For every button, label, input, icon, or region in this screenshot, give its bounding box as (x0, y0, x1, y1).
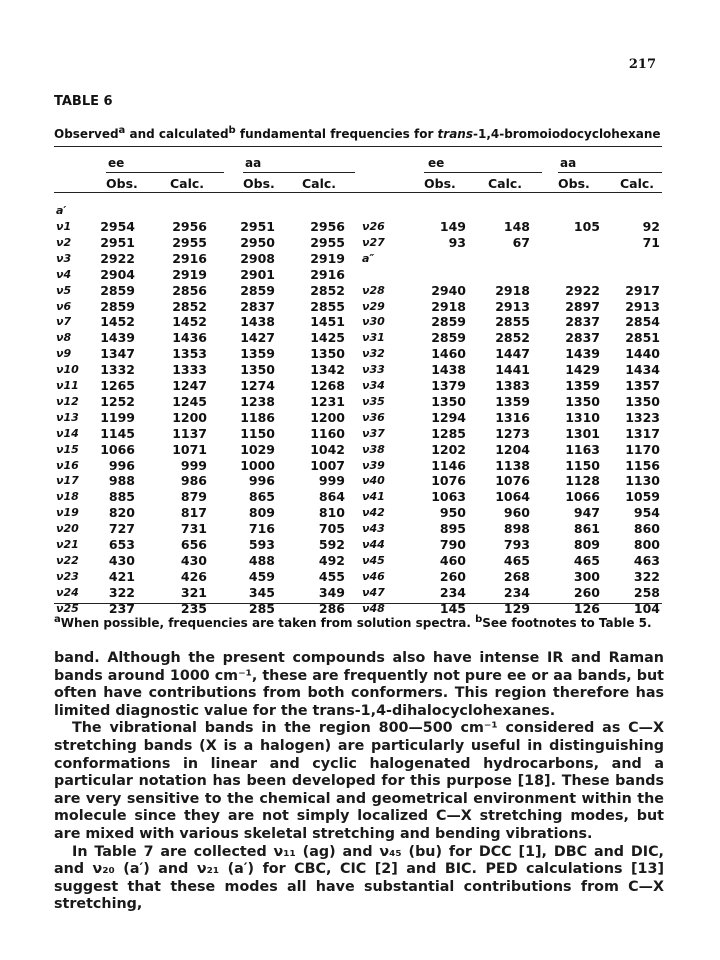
symmetry-label: ν42 (362, 506, 385, 520)
table-cell: 93 (448, 234, 466, 250)
table-cell: 105 (573, 219, 600, 234)
table-top-rule (54, 146, 662, 147)
symmetry-label: ν35 (362, 394, 385, 408)
table-cell: 727 (108, 521, 135, 537)
table-cell: 1138 (495, 457, 530, 473)
table-cell: 895 (439, 521, 466, 537)
footnote-a-mark: a (54, 614, 61, 625)
symmetry-label: ν28 (362, 283, 385, 297)
table-cell: 1452 (172, 314, 207, 330)
body-text (54, 650, 664, 914)
table-cell: 1359 (240, 346, 275, 362)
group-header-aa-right: aa (560, 156, 577, 170)
table-cell: 1063 (431, 489, 466, 505)
table-cell: 1427 (240, 330, 275, 346)
col-header-calc-7: Calc. (620, 176, 655, 191)
caption-mid: and calculated (125, 127, 229, 141)
symmetry-label: ν13 (56, 410, 79, 424)
symmetry-label: ν26 (362, 220, 385, 233)
table-cell: 1145 (100, 425, 135, 441)
symmetry-label: ν25 (56, 601, 79, 615)
subrule-ee-right (424, 172, 542, 173)
table-cell: 1000 (240, 457, 275, 473)
table-cell: 2852 (172, 298, 207, 314)
table-cell: 234 (439, 584, 466, 600)
table-cell: 996 (248, 473, 275, 489)
table-cell: 999 (318, 473, 345, 489)
table-cell: 1434 (625, 362, 660, 378)
table-cell: 1150 (240, 425, 275, 441)
table-cell: 2859 (100, 298, 135, 314)
table-cell: 592 (318, 537, 345, 552)
table-cell: 1202 (431, 441, 466, 457)
table-cell: 988 (108, 473, 135, 489)
symmetry-label: ν24 (56, 585, 79, 599)
table-cell: 2901 (240, 266, 275, 282)
table-cell: 2955 (172, 234, 207, 250)
table-cell: 258 (633, 584, 660, 600)
table-cell: 285 (248, 600, 275, 616)
table-cell: 1066 (565, 489, 600, 505)
table-cell: 2919 (172, 266, 207, 282)
table-cell: 321 (180, 584, 207, 600)
table-cell: 2916 (172, 250, 207, 266)
table-cell: 2837 (240, 298, 275, 314)
table-cell: 2918 (431, 298, 466, 314)
caption-compound: -1,4-bromoiodocyclohexane (472, 127, 661, 141)
body-paragraph-3: In Table 7 are collected ν₁₁ (ag) and ν₄₅ (bu) for DCC [1], DBC and DIC, and ν₂₀ (a′) and ν₂₁ (a′) for CBC, CIC [2] and BIC. PED calculations [13] suggest that these modes all have substantial contributions from C—X stretching, (54, 843, 664, 913)
symmetry-label: ν1 (56, 220, 72, 233)
table-cell: 1441 (495, 362, 530, 378)
table-cell: 809 (573, 537, 600, 552)
species-a-double: a″ (362, 251, 375, 265)
table-cell: 349 (318, 584, 345, 600)
table-cell: 1076 (495, 473, 530, 489)
table-cell: 2940 (431, 282, 466, 298)
symmetry-label: ν48 (362, 601, 385, 615)
table-cell: 898 (503, 521, 530, 537)
symmetry-label: ν31 (362, 331, 385, 345)
table-cell: 1252 (100, 393, 135, 409)
table-cell: 2954 (100, 219, 135, 234)
table-cell: 71 (642, 234, 660, 250)
table-cell: 260 (573, 584, 600, 600)
table-cell: 2856 (172, 282, 207, 298)
table-cell: 322 (633, 568, 660, 584)
symmetry-label: ν37 (362, 426, 385, 440)
table-cell: 2956 (310, 219, 345, 234)
table-cell: 1186 (240, 409, 275, 425)
table-cell: 950 (439, 505, 466, 521)
table-cell: 1268 (310, 378, 345, 393)
table-cell: 2855 (310, 298, 345, 314)
table-cell: 1200 (310, 409, 345, 425)
table-cell: 865 (248, 489, 275, 505)
table-caption (54, 125, 674, 141)
table-cell: 879 (180, 489, 207, 505)
symmetry-label: ν30 (362, 315, 385, 329)
symmetry-label: ν3 (56, 251, 72, 265)
table-cell: 705 (318, 521, 345, 537)
table-cell: 1439 (100, 330, 135, 346)
table-cell: 235 (180, 600, 207, 616)
table-cell: 1170 (625, 441, 660, 457)
symmetry-label: ν22 (56, 553, 79, 567)
table-cell: 810 (318, 505, 345, 521)
table-cell: 2854 (625, 314, 660, 330)
table-cell: 1199 (100, 409, 135, 425)
table-cell: 986 (180, 473, 207, 489)
table-cell: 1440 (625, 346, 660, 362)
table-cell: 2913 (495, 298, 530, 314)
table-cell: 1007 (310, 457, 345, 473)
col-header-calc-3: Calc. (302, 176, 337, 191)
table-cell: 1137 (172, 425, 207, 441)
table-cell: 1347 (100, 346, 135, 362)
table-cell: 1460 (431, 346, 466, 362)
page-number: 217 (628, 57, 656, 72)
symmetry-label: ν17 (56, 474, 79, 488)
table-cell: 488 (248, 552, 275, 568)
table-cell: 790 (439, 537, 466, 552)
footnote-b-mark: b (475, 614, 483, 625)
group-header-aa-left: aa (245, 156, 262, 170)
caption-sup-b: b (228, 125, 236, 136)
table-cell: 129 (503, 600, 530, 616)
symmetry-label: ν46 (362, 569, 385, 583)
table-cell: 234 (503, 584, 530, 600)
table-cell: 492 (318, 552, 345, 568)
table-cell: 463 (633, 552, 660, 568)
table-cell: 1076 (431, 473, 466, 489)
symmetry-label: ν32 (362, 347, 385, 361)
table-cell: 1317 (625, 425, 660, 441)
table-cell: 2917 (625, 282, 660, 298)
col-header-obs-2: Obs. (243, 176, 275, 191)
col-header-calc-5: Calc. (488, 176, 523, 191)
table-cell: 148 (503, 219, 530, 234)
footnote-a-text: When possible, frequencies are taken from solution spectra. (60, 616, 476, 630)
symmetry-label: ν15 (56, 442, 79, 456)
symmetry-label: ν16 (56, 458, 79, 472)
table-cell: 286 (318, 600, 345, 616)
table-cell: 1066 (100, 441, 135, 457)
table-cell: 426 (180, 568, 207, 584)
table-cell: 2859 (431, 330, 466, 346)
symmetry-label: ν4 (56, 267, 72, 281)
table-cell: 1359 (495, 393, 530, 409)
footnote-b-text: See footnotes to Table 5. (482, 616, 652, 630)
symmetry-label: ν41 (362, 490, 385, 504)
symmetry-label: ν5 (56, 283, 72, 297)
table-cell: 455 (318, 568, 345, 584)
symmetry-label: ν43 (362, 522, 385, 536)
table-cell: 1350 (565, 393, 600, 409)
symmetry-label: ν8 (56, 331, 72, 345)
table-cell: 1238 (240, 393, 275, 409)
table-cell: 1316 (495, 409, 530, 425)
table-cell: 465 (503, 552, 530, 568)
table-cell: 1350 (431, 393, 466, 409)
table-cell: 2904 (100, 266, 135, 282)
table-cell: 731 (180, 521, 207, 537)
symmetry-label: ν29 (362, 299, 385, 313)
group-header-ee-left: ee (108, 156, 125, 170)
table-cell: 2922 (100, 250, 135, 266)
table-cell: 1071 (172, 441, 207, 457)
table-footnote (54, 614, 652, 630)
table-cell: 322 (108, 584, 135, 600)
table-cell: 300 (573, 568, 600, 584)
body-paragraph-1: band. Although the present compounds also have intense IR and Raman bands around 1000 cm⁻¹, these are frequently not pure ee or aa bands, but often have contributions from both conformers. This region therefore has limited diagnostic value for the trans-1,4-dihalocyclohexanes. (54, 650, 664, 719)
table-cell: 653 (108, 537, 135, 552)
symmetry-label: ν2 (56, 235, 72, 249)
table-cell: 1130 (625, 473, 660, 489)
group-header-ee-right: ee (428, 156, 445, 170)
symmetry-label: ν18 (56, 490, 79, 504)
symmetry-label: ν7 (56, 315, 72, 329)
col-header-obs-6: Obs. (558, 176, 590, 191)
table-cell: 1204 (495, 441, 530, 457)
symmetry-label: ν14 (56, 426, 79, 440)
symmetry-label: ν40 (362, 474, 385, 488)
table-cell: 1160 (310, 425, 345, 441)
table-cell: 593 (248, 537, 275, 552)
table-cell: 145 (439, 600, 466, 616)
table-header-rule (54, 192, 662, 193)
table-cell: 465 (573, 552, 600, 568)
table-cell: 1265 (100, 378, 135, 393)
symmetry-label: ν12 (56, 394, 79, 408)
table-cell: 2951 (100, 234, 135, 250)
table-cell: 1156 (625, 457, 660, 473)
col-header-obs-0: Obs. (106, 176, 138, 191)
table-cell: 2837 (565, 330, 600, 346)
symmetry-label: ν23 (56, 569, 79, 583)
table-cell: 1059 (625, 489, 660, 505)
table-cell: 1146 (431, 457, 466, 473)
table-cell: 2852 (495, 330, 530, 346)
symmetry-label: ν47 (362, 585, 385, 599)
table-cell: 1332 (100, 362, 135, 378)
body-paragraph-2: The vibrational bands in the region 800—500 cm⁻¹ considered as C—X stretching bands (X is a halogen) are particularly useful in distinguishing conformations in linear and cyclic halogenated hydrocarbons, and a particular notation has been developed for this purpose [18]. These bands are very sensitive to the chemical and geometrical environment within the molecule since they are not simply localized C—X stretching modes, but are mixed with various skeletal stretching and bending vibrations. (54, 720, 664, 842)
symmetry-label: ν20 (56, 522, 79, 536)
table-cell: 2916 (310, 266, 345, 282)
table-cell: 716 (248, 521, 275, 537)
table-cell: 345 (248, 584, 275, 600)
table-cell: 1333 (172, 362, 207, 378)
table-cell: 1350 (625, 393, 660, 409)
table-cell: 809 (248, 505, 275, 521)
table-cell: 2859 (240, 282, 275, 298)
table-cell: 260 (439, 568, 466, 584)
table-cell: 1436 (172, 330, 207, 346)
table-cell: 1425 (310, 330, 345, 346)
table-cell: 2919 (310, 250, 345, 266)
table-cell: 2852 (310, 282, 345, 298)
table-cell: 1439 (565, 346, 600, 362)
table-cell: 860 (633, 521, 660, 537)
table-cell: 2859 (431, 314, 466, 330)
table-cell: 1029 (240, 441, 275, 457)
table-cell: 1323 (625, 409, 660, 425)
table-cell: 1447 (495, 346, 530, 362)
symmetry-label: ν6 (56, 299, 72, 313)
table-cell: 459 (248, 568, 275, 584)
table-cell: 2855 (495, 314, 530, 330)
symmetry-label: ν27 (362, 235, 385, 249)
table-cell: 237 (108, 600, 135, 616)
col-header-calc-1: Calc. (170, 176, 205, 191)
table-cell: 1200 (172, 409, 207, 425)
table-cell: 996 (108, 457, 135, 473)
symmetry-label: ν34 (362, 379, 385, 392)
table-cell: 1285 (431, 425, 466, 441)
table-cell: 1359 (565, 378, 600, 393)
symmetry-label: ν19 (56, 506, 79, 520)
table-cell: 2908 (240, 250, 275, 266)
table-cell: 2913 (625, 298, 660, 314)
table-cell: 1042 (310, 441, 345, 457)
table-cell: 1163 (565, 441, 600, 457)
table-cell: 2859 (100, 282, 135, 298)
table-cell: 1301 (565, 425, 600, 441)
table-cell: 1247 (172, 378, 207, 393)
table-cell: 1438 (240, 314, 275, 330)
table-cell: 2950 (240, 234, 275, 250)
table-cell: 1353 (172, 346, 207, 362)
table-cell: 1379 (431, 378, 466, 393)
table-cell: 1438 (431, 362, 466, 378)
table-cell: 954 (633, 505, 660, 521)
table-cell: 430 (180, 552, 207, 568)
table-cell: 800 (633, 537, 660, 552)
subrule-aa-left (243, 172, 355, 173)
table-cell: 2955 (310, 234, 345, 250)
table-cell: 126 (573, 600, 600, 616)
table-cell: 104 (633, 600, 660, 616)
table-cell: 2918 (495, 282, 530, 298)
table-cell: 656 (180, 537, 207, 552)
symmetry-label: ν10 (56, 363, 79, 377)
table-cell: 430 (108, 552, 135, 568)
col-header-obs-4: Obs. (424, 176, 456, 191)
table-cell: 421 (108, 568, 135, 584)
table-cell: 2951 (240, 219, 275, 234)
table-cell: 2837 (565, 314, 600, 330)
table-cell: 861 (573, 521, 600, 537)
table-cell: 1310 (565, 409, 600, 425)
table-cell: 1274 (240, 378, 275, 393)
table-cell: 947 (573, 505, 600, 521)
table-cell: 2851 (625, 330, 660, 346)
table-cell: 1273 (495, 425, 530, 441)
table-cell: 1452 (100, 314, 135, 330)
symmetry-label: ν39 (362, 458, 385, 472)
symmetry-label: ν33 (362, 363, 385, 377)
caption-suffix: fundamental frequencies for (235, 127, 438, 141)
table-cell: 960 (503, 505, 530, 521)
table-cell: 1064 (495, 489, 530, 505)
caption-sup-a: a (118, 125, 126, 136)
table-cell: 1451 (310, 314, 345, 330)
table-cell: 2956 (172, 219, 207, 234)
table-cell: 1383 (495, 378, 530, 393)
table-cell: 999 (180, 457, 207, 473)
table-cell: 1350 (310, 346, 345, 362)
symmetry-label: ν36 (362, 410, 385, 424)
table-cell: 1245 (172, 393, 207, 409)
table-cell: 864 (318, 489, 345, 505)
table-cell: 1342 (310, 362, 345, 378)
caption-italic: trans (437, 127, 473, 141)
table-cell: 1150 (565, 457, 600, 473)
table-cell: 67 (512, 234, 530, 250)
subrule-aa-right (558, 172, 662, 173)
symmetry-label: ν44 (362, 538, 385, 551)
table-cell: 820 (108, 505, 135, 521)
table-cell: 1128 (565, 473, 600, 489)
symmetry-label: ν9 (56, 347, 72, 361)
table-cell: 268 (503, 568, 530, 584)
symmetry-label: ν21 (56, 538, 79, 551)
caption-prefix: Observed (54, 127, 119, 141)
species-a-prime: a′ (56, 204, 67, 217)
table-cell: 2897 (565, 298, 600, 314)
symmetry-label: ν11 (56, 379, 79, 392)
table-cell: 817 (180, 505, 207, 521)
symmetry-label: ν45 (362, 553, 385, 567)
table-cell: 1429 (565, 362, 600, 378)
table-cell: 92 (642, 219, 660, 234)
table-cell: 2922 (565, 282, 600, 298)
table-cell: 1294 (431, 409, 466, 425)
table-cell: 460 (439, 552, 466, 568)
table-cell: 793 (503, 537, 530, 552)
table-cell: 1231 (310, 393, 345, 409)
table-cell: 885 (108, 489, 135, 505)
table-cell: 1350 (240, 362, 275, 378)
table-cell: 149 (439, 219, 466, 234)
symmetry-label: ν38 (362, 442, 385, 456)
subrule-ee-left (106, 172, 224, 173)
table-label: TABLE 6 (54, 94, 113, 109)
table-cell: 1357 (625, 378, 660, 393)
